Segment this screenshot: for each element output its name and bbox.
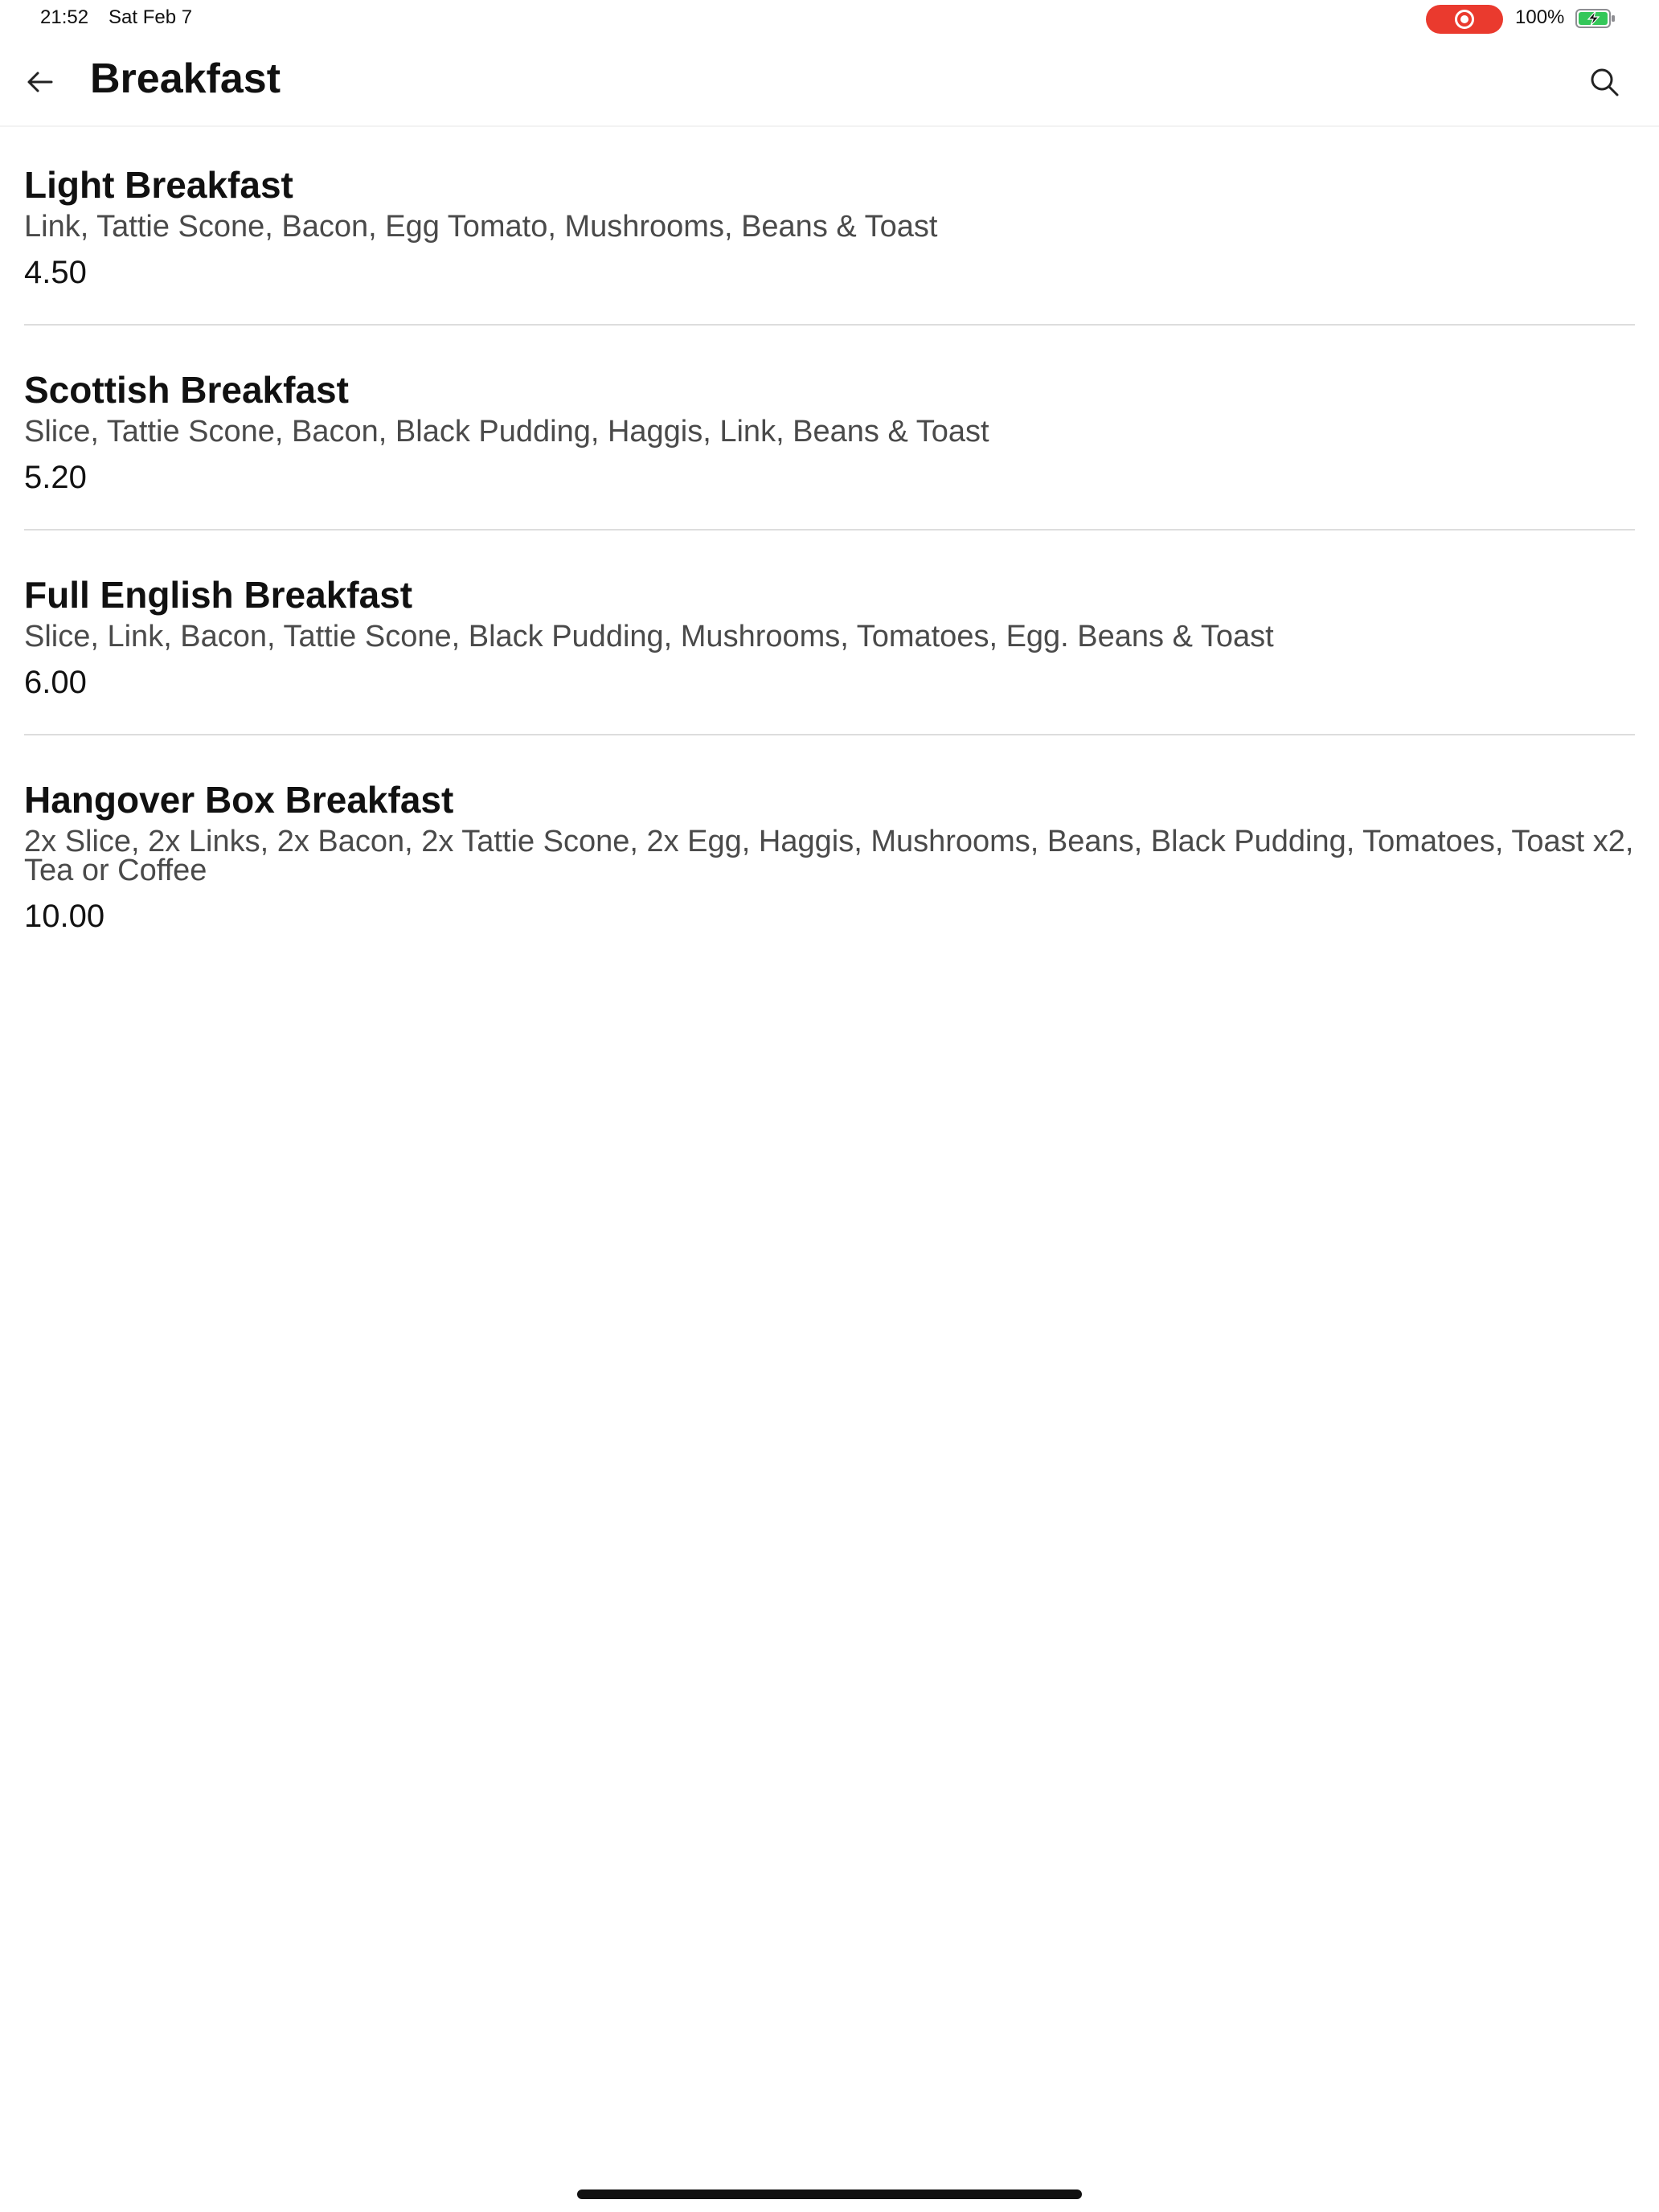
- menu-item[interactable]: [24, 735, 1635, 993]
- home-indicator[interactable]: [577, 2189, 1082, 2199]
- status-bar: [0, 0, 1659, 37]
- item-price: 6.00: [24, 665, 87, 700]
- item-description: Link, Tattie Scone, Bacon, Egg Tomato, Mushrooms, Beans & Toast: [24, 210, 938, 244]
- arrow-left-icon: [24, 66, 56, 98]
- item-name: Scottish Breakfast: [24, 369, 349, 411]
- record-icon: [1455, 10, 1474, 29]
- battery-charging-icon: [1575, 8, 1616, 29]
- menu-item[interactable]: [24, 145, 1635, 326]
- item-price: 5.20: [24, 460, 87, 495]
- status-date: Sat Feb 7: [109, 6, 193, 28]
- item-name: Light Breakfast: [24, 164, 293, 206]
- status-time: 21:52: [40, 6, 89, 28]
- item-description: 2x Slice, 2x Links, 2x Bacon, 2x Tattie Scone, 2x Egg, Haggis, Mushrooms, Beans, Black Pudding, Tomatoes, Toast x2, Tea or Coffee: [24, 825, 1634, 887]
- search-button[interactable]: [1580, 58, 1628, 106]
- menu-item[interactable]: [24, 326, 1635, 530]
- item-price: 10.00: [24, 899, 105, 934]
- item-description: Slice, Tattie Scone, Bacon, Black Pudding, Haggis, Link, Beans & Toast: [24, 415, 989, 449]
- menu-list: [24, 145, 1635, 993]
- item-name: Full English Breakfast: [24, 574, 413, 616]
- battery-percent: 100%: [1515, 6, 1565, 28]
- back-button[interactable]: [16, 58, 64, 106]
- item-name: Hangover Box Breakfast: [24, 779, 454, 821]
- screen-recording-indicator[interactable]: [1426, 5, 1503, 34]
- item-description: Slice, Link, Bacon, Tattie Scone, Black Pudding, Mushrooms, Tomatoes, Egg. Beans & Toast: [24, 620, 1274, 653]
- page-title: Breakfast: [90, 55, 281, 102]
- search-icon: [1589, 67, 1620, 97]
- menu-item[interactable]: [24, 530, 1635, 735]
- app-bar: [0, 37, 1659, 127]
- item-price: 4.50: [24, 255, 87, 290]
